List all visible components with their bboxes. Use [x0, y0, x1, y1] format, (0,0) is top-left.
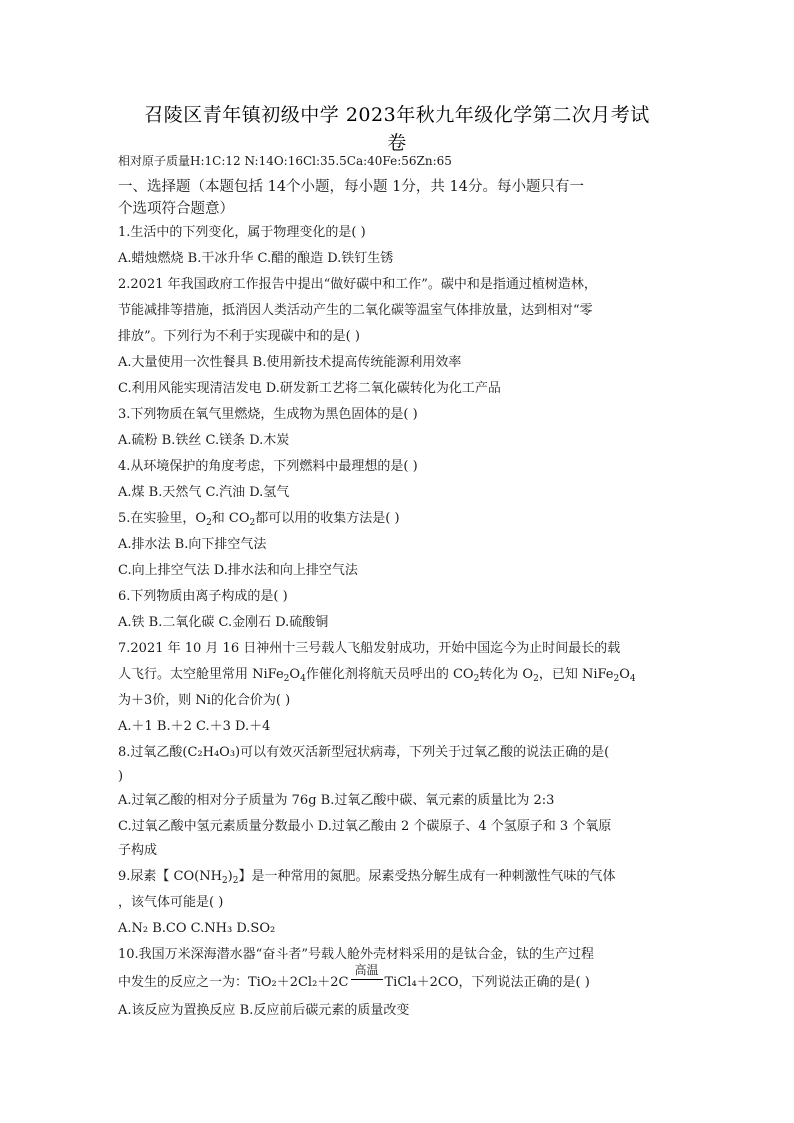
q10-stem-line1: 10.我国万米深海潜水器“奋斗者”号载人舱外壳材料采用的是钛合金，钛的生产过程 [118, 947, 594, 962]
q9-stem-line2: ，该气体可能是( ) [118, 895, 224, 910]
q10-options-line1: A.该反应为置换反应 B.反应前后碳元素的质量改变 [118, 1003, 410, 1018]
q2-stem-line3: 排放”。下列行为不利于实现碳中和的是( ) [118, 329, 360, 344]
q7-stem-line3: 为＋3价，则 Ni的化合价为( ) [118, 693, 291, 708]
q6-stem: 6.下列物质由离子构成的是( ) [118, 589, 288, 604]
reaction-equals-line [351, 979, 383, 980]
q8-options-line2: C.过氧乙酸中氢元素质量分数最小 D.过氧乙酸由 2 个碳原子、4 个氢原子和 3 个氧原 [118, 819, 612, 834]
q9-options: A.N₂ B.CO C.NH₃ D.SO₂ [118, 921, 276, 936]
q8-stem-line1: 8.过氧乙酸(C₂H₄O₃)可以有效灭活新型冠状病毒，下列关于过氧乙酸的说法正确的是( [118, 745, 610, 760]
q1-stem: 1.生活中的下列变化，属于物理变化的是( ) [118, 225, 366, 240]
q10-stem-line2: 中发生的反应之一为：TiO₂＋2Cl₂＋2C 高温 TiCl₄＋2CO，下列说法正确的是( ) [118, 963, 590, 990]
q8-stem-line2: ) [118, 769, 124, 784]
q2-options-line2: C.利用风能实现清洁发电 D.研发新工艺将二氧化碳转化为化工产品 [118, 381, 501, 396]
q5-options-line2: C.向上排空气法 D.排水法和向上排空气法 [118, 563, 358, 578]
q9-stem-line1: 9.尿素【 $CO(NH_2)_2$】是一种常用的氮肥。尿素受热分解生成有一种刺激性气味的气体 [118, 869, 616, 886]
q8-options-line3: 子构成 [118, 843, 158, 858]
q4-stem: 4.从环境保护的角度考虑，下列燃料中最理想的是( ) [118, 459, 418, 474]
exam-title-line2: 卷 [387, 132, 407, 154]
q6-options: A.铁 B.二氧化碳 C.金刚石 D.硫酸铜 [118, 615, 329, 630]
q5-options-line1: A.排水法 B.向下排空气法 [118, 537, 267, 552]
section-heading-line2: 个选项符合题意） [118, 201, 234, 217]
exam-title-line1: 召陵区青年镇初级中学 2023年秋九年级化学第二次月考试 [144, 104, 650, 126]
q2-stem-line2: 节能减排等措施，抵消因人类活动产生的二氧化碳等温室气体排放量，达到相对“零 [118, 303, 593, 318]
q2-stem-line1: 2.2021 年我国政府工作报告中提出“做好碳中和工作”。碳中和是指通过植树造林， [118, 277, 597, 292]
q5-stem: 5.在实验里，$O_2$和 $CO_2$都可以用的收集方法是( ) [118, 511, 400, 528]
q8-options-line1: A.过氧乙酸的相对分子质量为 76g B.过氧乙酸中碳、氧元素的质量比为 2:3 [118, 793, 555, 808]
atomic-mass-line: 相对原子质量H:1C:12 N:14O:16Cl:35.5Ca:40Fe:56Zn:65 [118, 154, 452, 168]
q1-options: A.蜡烛燃烧 B.干冰升华 C.醋的酿造 D.铁钉生锈 [118, 251, 394, 266]
q2-options-line1: A.大量使用一次性餐具 B.使用新技术提高传统能源利用效率 [118, 355, 462, 370]
q3-stem: 3.下列物质在氧气里燃烧，生成物为黑色固体的是( ) [118, 407, 418, 422]
q7-options: A.＋1 B.＋2 C.＋3 D.＋4 [118, 719, 271, 734]
q3-options: A.硫粉 B.铁丝 C.镁条 D.木炭 [118, 433, 290, 448]
q7-stem-line2: 人飞行。太空舱里常用 $NiFe_2O_4$作催化剂将航天员呼出的 $CO_2$转化为 $O_2$，已知 $NiFe_2O_4$ [118, 667, 636, 684]
reaction-condition: 高温 [349, 974, 385, 992]
section-heading-line1: 一、选择题（本题包括 14个小题，每小题 1分，共 14分。每小题只有一 [118, 179, 584, 195]
q7-stem-line1: 7.2021 年 10 月 16 日神州十三号载人飞船发射成功，开始中国迄今为止时间最长的载 [118, 641, 621, 656]
q4-options: A.煤 B.天然气 C.汽油 D.氢气 [118, 485, 290, 500]
